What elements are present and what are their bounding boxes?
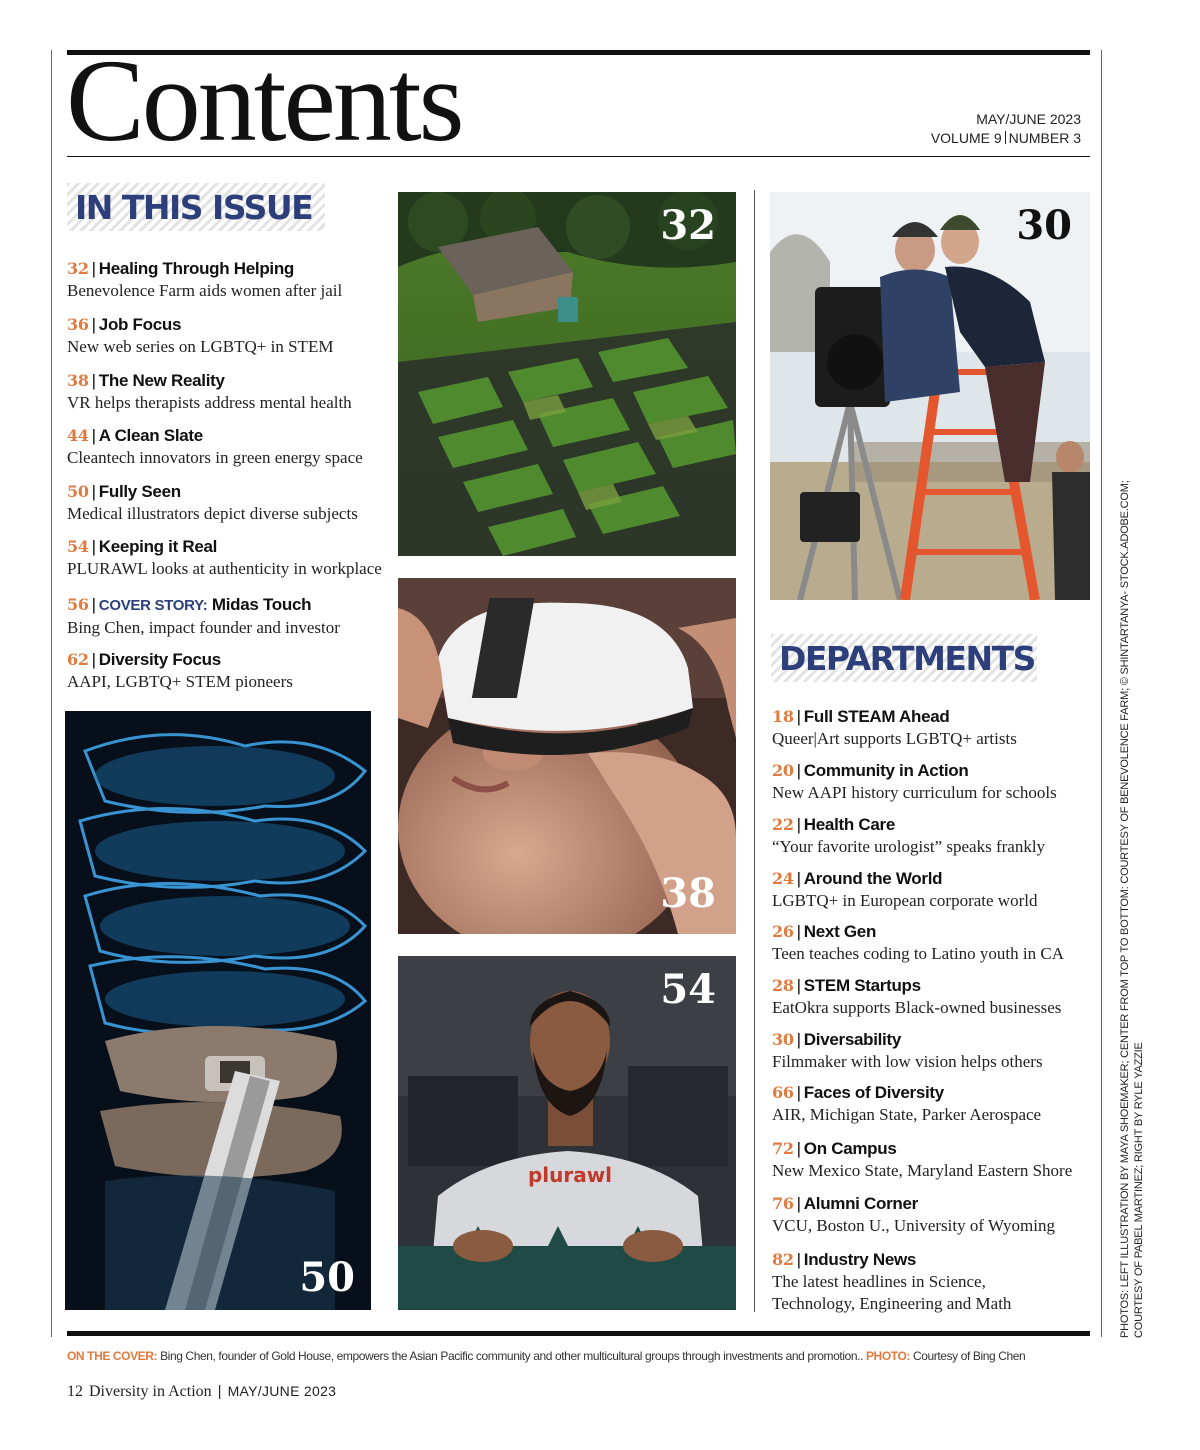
- film-crew-photo[interactable]: [770, 192, 1090, 600]
- page-number: 12: [67, 1383, 83, 1400]
- volume-number: [931, 129, 1081, 148]
- item-title: Fully Seen: [98, 482, 181, 501]
- item-desc: EatOkra supports Black-owned businesses: [772, 998, 1062, 1017]
- department-item[interactable]: 30 | Diversability Filmmaker with low vision helps others: [772, 1030, 1043, 1071]
- issue-item[interactable]: 44 | A Clean Slate Cleantech innovators in green energy space: [67, 426, 363, 467]
- item-page: 28: [772, 976, 794, 995]
- issue-info: [931, 110, 1081, 148]
- film-crew-image: [770, 192, 1090, 600]
- department-item[interactable]: 24 | Around the World LGBTQ+ in European corporate world: [772, 869, 1038, 910]
- cover-story-item[interactable]: 56 | COVER STORY: Midas Touch Bing Chen, impact founder and investor: [67, 595, 340, 637]
- item-desc: PLURAWL looks at authenticity in workplace: [67, 559, 382, 578]
- item-desc: VCU, Boston U., University of Wyoming: [772, 1216, 1055, 1235]
- item-page: 32: [67, 259, 89, 278]
- cover-caption: [67, 1349, 1025, 1363]
- item-page: 66: [772, 1083, 794, 1102]
- item-title: A Clean Slate: [98, 426, 203, 445]
- issue-item[interactable]: 38 | The New Reality VR helps therapists address mental health: [67, 371, 352, 412]
- cover-caption-label: ON THE COVER:: [67, 1349, 158, 1363]
- item-page: 82: [772, 1250, 794, 1269]
- department-item[interactable]: 82 | Industry News The latest headlines in Science, Technology, Engineering and Math: [772, 1250, 1012, 1313]
- issue-item[interactable]: 32 | Healing Through Helping Benevolence Farm aids women after jail: [67, 259, 343, 300]
- item-page: 24: [772, 869, 794, 888]
- item-title: Faces of Diversity: [803, 1083, 944, 1102]
- page-title: Contents: [66, 35, 462, 166]
- farm-photo[interactable]: [398, 192, 736, 556]
- bottom-rule: [67, 1331, 1090, 1336]
- item-title: On Campus: [803, 1139, 897, 1158]
- vr-photo[interactable]: [398, 578, 736, 934]
- item-title: Diversability: [803, 1030, 902, 1049]
- vr-page-number: 38: [660, 870, 716, 917]
- volume: VOLUME 9: [930, 130, 1002, 146]
- item-desc-continued: Technology, Engineering and Math: [772, 1294, 1012, 1313]
- item-page: 54: [67, 537, 89, 556]
- issue-item[interactable]: 36 | Job Focus New web series on LGBTQ+ in STEM: [67, 315, 334, 356]
- item-desc: The latest headlines in Science,: [772, 1272, 986, 1291]
- item-page: 30: [772, 1030, 794, 1049]
- issue-item[interactable]: 62 | Diversity Focus AAPI, LGBTQ+ STEM pioneers: [67, 650, 293, 691]
- issue-item[interactable]: 50 | Fully Seen Medical illustrators depict diverse subjects: [67, 482, 358, 523]
- department-item[interactable]: 18 | Full STEAM Ahead Queer|Art supports LGBTQ+ artists: [772, 707, 1017, 748]
- item-title: Job Focus: [98, 315, 182, 334]
- shirt-logo: plurawl: [527, 1163, 613, 1187]
- item-page: 62: [67, 650, 89, 669]
- spine-image: [65, 711, 371, 1310]
- item-desc: Medical illustrators depict diverse subjects: [67, 504, 358, 523]
- item-page: 72: [772, 1139, 794, 1158]
- item-title: Full STEAM Ahead: [803, 707, 950, 726]
- film-crew-page-number: 30: [1016, 202, 1072, 249]
- issue-date: MAY/JUNE 2023: [976, 111, 1081, 127]
- cover-photo-credit: Courtesy of Bing Chen: [910, 1349, 1026, 1363]
- department-item[interactable]: 66 | Faces of Diversity AIR, Michigan State, Parker Aerospace: [772, 1083, 1042, 1124]
- item-title: Keeping it Real: [98, 537, 218, 556]
- spine-page-number: 50: [299, 1254, 355, 1301]
- photo-credits-line-1: PHOTOS: LEFT ILLUSTRATION BY MAYA SHOEMAKER; CENTER FROM TOP TO BOTTOM: COURTESY OF BENEVOLENCE FARM; © SHINTARTANYA- STOCK.ADOBE.COM;: [1119, 480, 1131, 1338]
- left-margin-rule: [51, 50, 52, 1337]
- item-title: Next Gen: [803, 922, 877, 941]
- issue-item[interactable]: 54 | Keeping it Real PLURAWL looks at authenticity in workplace: [67, 537, 382, 578]
- item-page: 38: [67, 371, 89, 390]
- department-item[interactable]: 72 | On Campus New Mexico State, Maryland Eastern Shore: [772, 1139, 1073, 1180]
- item-title: Industry News: [803, 1250, 917, 1269]
- item-desc: Teen teaches coding to Latino youth in CA: [772, 944, 1064, 963]
- item-title: Healing Through Helping: [98, 259, 294, 278]
- item-title: Diversity Focus: [98, 650, 221, 669]
- item-page: 44: [67, 426, 89, 445]
- item-desc: Filmmaker with low vision helps others: [772, 1052, 1043, 1071]
- folio-date: MAY/JUNE 2023: [227, 1383, 337, 1399]
- item-title: STEM Startups: [803, 976, 921, 995]
- photo-credits: [1118, 428, 1146, 1338]
- portrait-page-number: 54: [660, 966, 716, 1013]
- item-desc: Cleantech innovators in green energy space: [67, 448, 363, 467]
- item-desc: Bing Chen, impact founder and investor: [67, 618, 340, 637]
- item-page: 20: [772, 761, 794, 780]
- item-desc: “Your favorite urologist” speaks frankly: [772, 837, 1046, 856]
- department-item[interactable]: 76 | Alumni Corner VCU, Boston U., University of Wyoming: [772, 1194, 1055, 1235]
- department-item[interactable]: 22 | Health Care “Your favorite urologist” speaks frankly: [772, 815, 1046, 856]
- in-this-issue-heading: IN THIS ISSUE: [67, 183, 325, 231]
- column-divider: [754, 190, 755, 1312]
- spine-illustration[interactable]: [65, 711, 371, 1310]
- item-desc: New AAPI history curriculum for schools: [772, 783, 1057, 802]
- item-title: Midas Touch: [211, 595, 312, 614]
- item-page: 56: [67, 595, 89, 614]
- department-item[interactable]: 26 | Next Gen Teen teaches coding to Latino youth in CA: [772, 922, 1064, 963]
- item-desc: AAPI, LGBTQ+ STEM pioneers: [67, 672, 293, 691]
- folio: 12 Diversity in Action | MAY/JUNE 2023: [67, 1383, 337, 1400]
- item-title: Around the World: [803, 869, 943, 888]
- cover-caption-text: Bing Chen, founder of Gold House, empowers the Asian Pacific community and other multicultural groups through investments and promotion..: [157, 1349, 866, 1363]
- item-title: The New Reality: [98, 371, 225, 390]
- item-page: 76: [772, 1194, 794, 1213]
- department-item[interactable]: 28 | STEM Startups EatOkra supports Black-owned businesses: [772, 976, 1062, 1017]
- cover-story-kicker: COVER STORY:: [98, 597, 208, 614]
- item-page: 36: [67, 315, 89, 334]
- photo-credits-line-2: COURTESY OF PABEL MARTINEZ; RIGHT BY RYLE YAZZIE: [1133, 1042, 1145, 1338]
- item-page: 26: [772, 922, 794, 941]
- item-title: Health Care: [803, 815, 895, 834]
- item-desc: Queer|Art supports LGBTQ+ artists: [772, 729, 1017, 748]
- right-margin-rule: [1101, 50, 1102, 1337]
- item-desc: New Mexico State, Maryland Eastern Shore: [772, 1161, 1073, 1180]
- item-desc: Benevolence Farm aids women after jail: [67, 281, 343, 300]
- publication-name: Diversity in Action: [89, 1383, 212, 1400]
- portrait-photo[interactable]: [398, 956, 736, 1310]
- item-page: 22: [772, 815, 794, 834]
- farm-page-number: 32: [660, 202, 716, 249]
- item-title: Community in Action: [803, 761, 969, 780]
- item-desc: VR helps therapists address mental health: [67, 393, 352, 412]
- department-item[interactable]: 20 | Community in Action New AAPI history curriculum for schools: [772, 761, 1057, 802]
- item-desc: LGBTQ+ in European corporate world: [772, 891, 1038, 910]
- item-page: 18: [772, 707, 794, 726]
- item-desc: AIR, Michigan State, Parker Aerospace: [772, 1105, 1042, 1124]
- departments-heading: DEPARTMENTS: [771, 634, 1037, 682]
- cover-photo-label: PHOTO:: [865, 1349, 911, 1363]
- item-page: 50: [67, 482, 89, 501]
- number: NUMBER 3: [1008, 130, 1081, 146]
- item-title: Alumni Corner: [803, 1194, 918, 1213]
- item-desc: New web series on LGBTQ+ in STEM: [67, 337, 334, 356]
